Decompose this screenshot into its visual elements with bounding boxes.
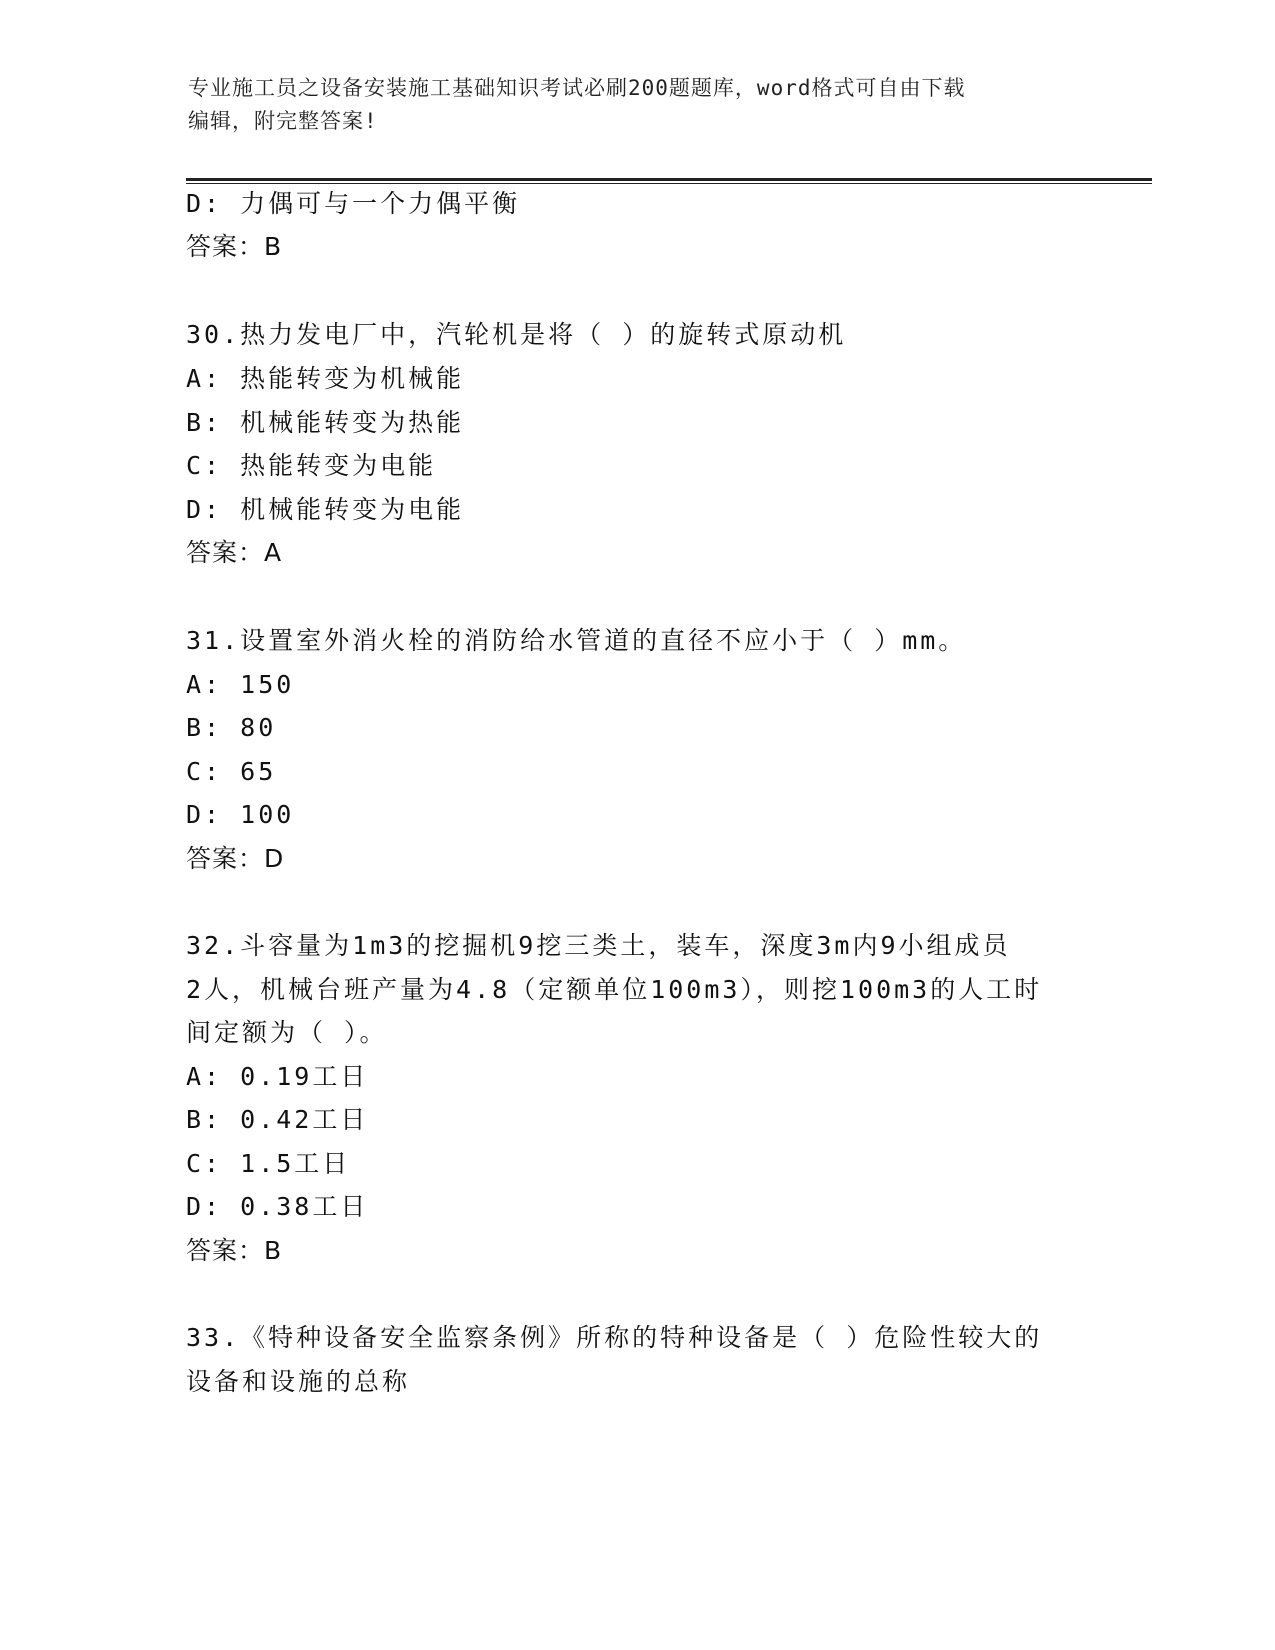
q30-option-c: C: 热能转变为电能 (186, 451, 437, 480)
q30-option-a: A: 热能转变为机械能 (186, 364, 465, 393)
q30-stem: 30.热力发电厂中，汽轮机是将（ ）的旋转式原动机 (186, 320, 847, 349)
q31-stem: 31.设置室外消火栓的消防给水管道的直径不应小于（ ）mm。 (186, 626, 967, 655)
header-divider-thick (186, 178, 1152, 181)
q30-option-d: D: 机械能转变为电能 (186, 495, 465, 524)
q33-stem-line-2: 设备和设施的总称 (186, 1367, 411, 1396)
q29-option-d: D: 力偶可与一个力偶平衡 (186, 189, 521, 218)
q30-answer: 答案：A (186, 538, 283, 567)
document-header (188, 72, 1068, 138)
q32-option-c: C: 1.5工日 (186, 1149, 351, 1178)
header-title-line-1: 专业施工员之设备安装施工基础知识考试必刷200题题库，word格式可自由下载 (188, 76, 966, 100)
q32-option-d: D: 0.38工日 (186, 1192, 369, 1221)
q32-answer: 答案：B (186, 1236, 283, 1265)
q32-option-a: A: 0.19工日 (186, 1062, 369, 1091)
q31-option-b: B: 80 (186, 713, 277, 742)
header-title-line-2: 编辑，附完整答案! (188, 109, 378, 133)
q32-option-b: B: 0.42工日 (186, 1105, 369, 1134)
q33-stem-line-1: 33.《特种设备安全监察条例》所称的特种设备是（ ）危险性较大的 (186, 1323, 1043, 1352)
q29-answer: 答案：B (186, 232, 283, 261)
q32-stem-line-1: 32.斗容量为1m3的挖掘机9挖三类土，装车，深度3m内9小组成员 (186, 931, 1011, 960)
q31-answer: 答案：D (186, 844, 285, 873)
q31-option-a: A: 150 (186, 670, 295, 699)
q32-stem-line-3: 间定额为（ ）。 (186, 1018, 388, 1047)
header-divider-thin (186, 183, 1152, 184)
q31-option-d: D: 100 (186, 800, 295, 829)
q32-stem-line-2: 2人，机械台班产量为4.8（定额单位100m3），则挖100m3的人工时 (186, 975, 1043, 1004)
q30-option-b: B: 机械能转变为热能 (186, 408, 465, 437)
q31-option-c: C: 65 (186, 757, 277, 786)
